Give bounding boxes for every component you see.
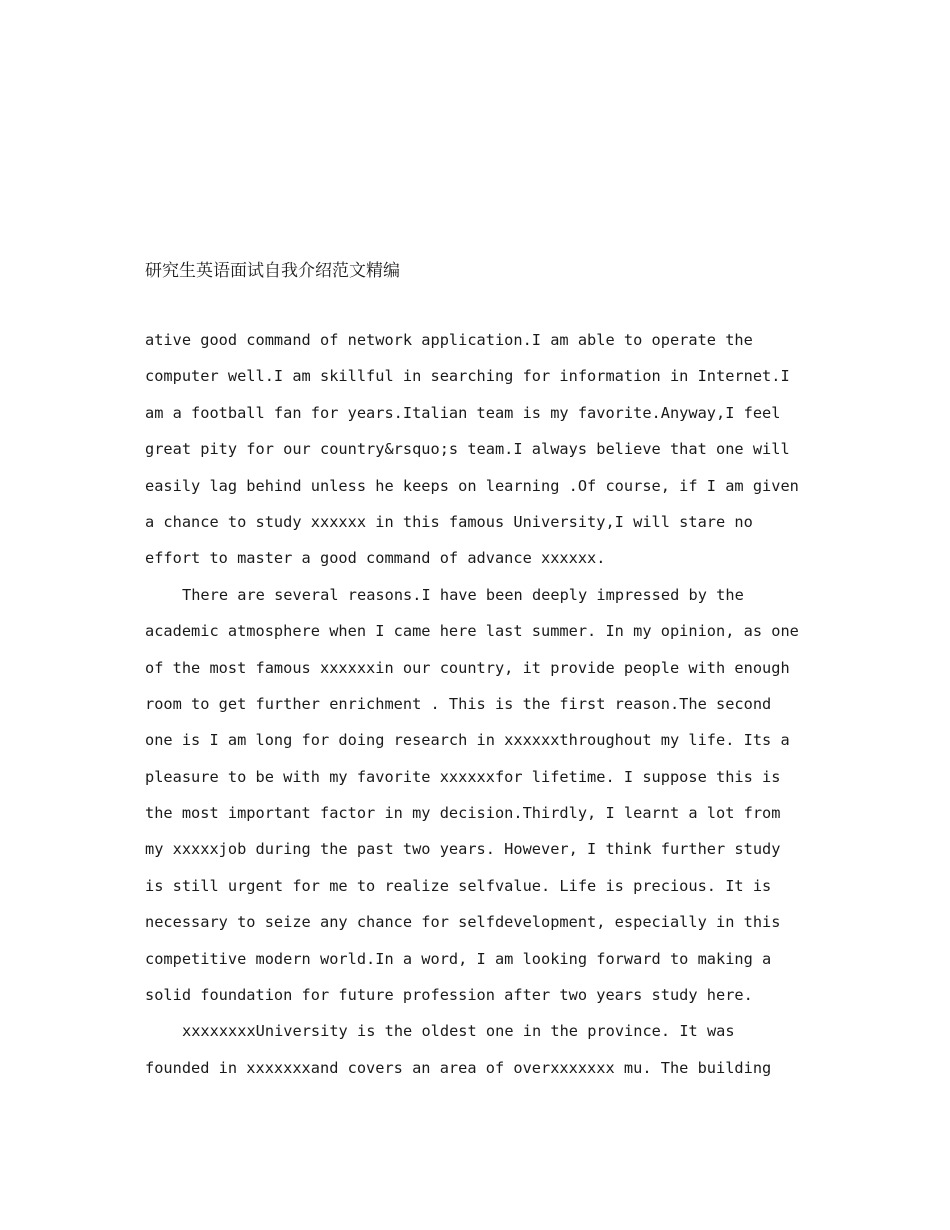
paragraph-1 xyxy=(145,322,825,577)
text-line: room to get further enrichment . This is the first reason.The second xyxy=(145,694,772,713)
text-line: one is I am long for doing research in xxxxxxthroughout my life. Its a xyxy=(145,731,790,750)
text-line: pleasure to be with my favorite xxxxxxfor lifetime. I suppose this is xyxy=(145,767,781,786)
text-line: am a football fan for years.Italian team is my favorite.Anyway,I feel xyxy=(145,403,781,422)
text-line: competitive modern world.In a word, I am looking forward to making a xyxy=(145,949,772,968)
paragraph-3 xyxy=(145,1013,825,1086)
text-line: a chance to study xxxxxx in this famous University,I will stare no xyxy=(145,512,753,531)
text-line: necessary to seize any chance for selfdevelopment, especially in this xyxy=(145,913,781,932)
document-body xyxy=(145,322,825,1086)
document-title: 研究生英语面试自我介绍范文精编 xyxy=(145,261,400,281)
text-line: of the most famous xxxxxxin our country, it provide people with enough xyxy=(145,658,790,677)
paragraph-2 xyxy=(145,577,825,1014)
text-line: the most important factor in my decision.Thirdly, I learnt a lot from xyxy=(145,804,781,823)
text-line: academic atmosphere when I came here last summer. In my opinion, as one xyxy=(145,622,799,641)
text-line: great pity for our country&rsquo;s team.I always believe that one will xyxy=(145,440,790,459)
text-line: is still urgent for me to realize selfvalue. Life is precious. It is xyxy=(145,876,772,895)
text-line: my xxxxxjob during the past two years. However, I think further study xyxy=(145,840,781,859)
text-line: founded in xxxxxxxand covers an area of overxxxxxxx mu. The building xyxy=(145,1058,772,1077)
text-line: computer well.I am skillful in searching for information in Internet.I xyxy=(145,367,790,386)
text-line: effort to master a good command of advance xxxxxx. xyxy=(145,549,606,568)
text-line: xxxxxxxxUniversity is the oldest one in the province. It was xyxy=(182,1022,735,1041)
text-line: solid foundation for future profession after two years study here. xyxy=(145,986,753,1005)
text-line: There are several reasons.I have been deeply impressed by the xyxy=(182,585,744,604)
text-line: easily lag behind unless he keeps on learning .Of course, if I am given xyxy=(145,476,799,495)
text-line: ative good command of network application.I am able to operate the xyxy=(145,331,753,349)
